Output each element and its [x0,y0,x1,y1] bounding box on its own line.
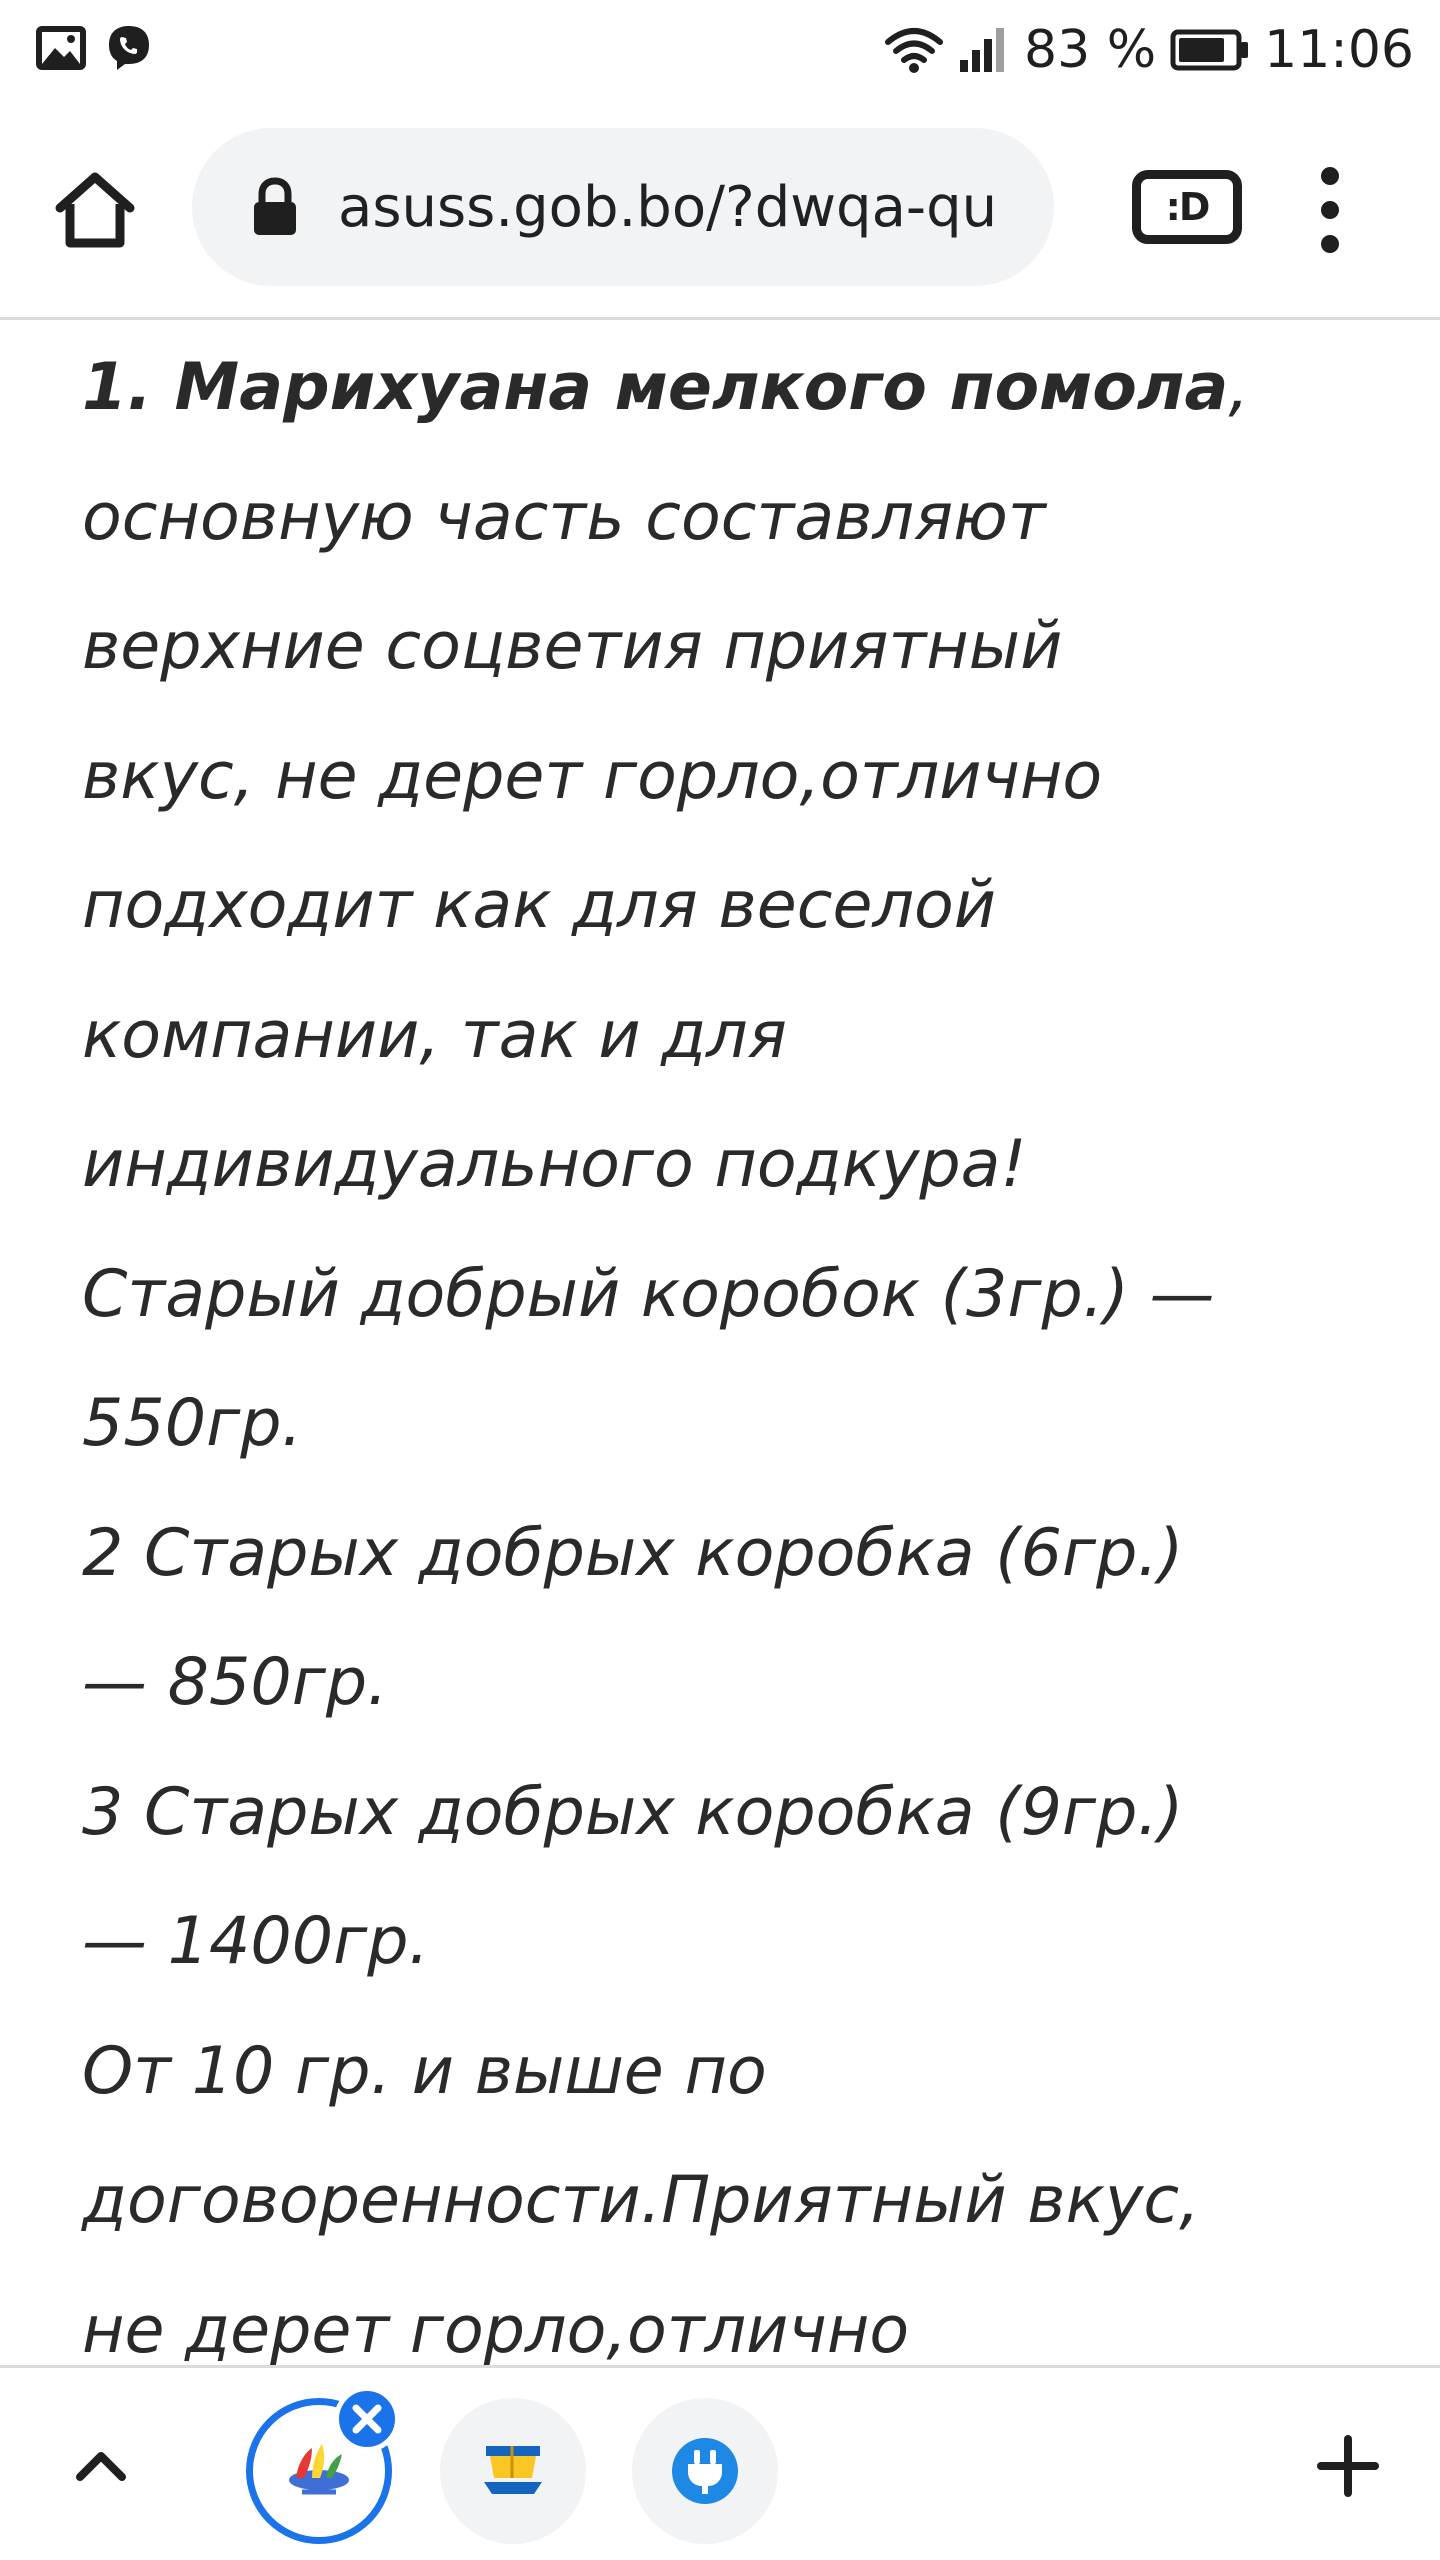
close-tab-button[interactable] [334,2386,400,2452]
url-text: asuss.gob.bo/?dwqa-qu [338,174,998,240]
article-line: договоренности.Приятный вкус, [82,2163,1200,2238]
colorful-logo-favicon [282,2434,356,2508]
more-vert-icon[interactable] [1290,150,1370,270]
viber-notification-icon [106,24,152,76]
article-line: не дерет горло,отлично [82,2292,910,2365]
tab-switcher-button[interactable] [1128,166,1246,248]
status-system [870,18,1414,82]
new-tab-button[interactable] [1300,2418,1396,2514]
article-line: 2 Старых добрых коробка (6гр.) [82,1515,1184,1591]
tab-count-label: :D [1165,185,1209,229]
address-bar[interactable] [192,128,1054,286]
article-line: От 10 гр. и выше по [82,2033,767,2109]
article-line: компании, так и для [82,997,787,1073]
article-line: индивидуального подкура! [82,1127,1027,1202]
article-line: основную часть составляют [82,479,1046,555]
image-notification-icon [36,26,86,74]
article-heading: 1. Марихуана мелкого помола [82,350,1229,425]
status-notifications [36,24,152,76]
tab-strip-bar [0,2365,1440,2560]
battery-percent: 83 % [1024,20,1157,80]
lock-icon[interactable] [250,177,300,237]
battery-icon [1170,29,1250,71]
tab-thumbnail[interactable] [440,2398,586,2544]
close-icon [350,2402,384,2436]
blue-plug-favicon [668,2434,742,2508]
article-text [82,323,1412,2365]
page-content[interactable] [0,323,1440,2365]
article-line: Старый добрый коробок (3гр.) — [82,1256,1215,1332]
yellow-boat-favicon [476,2434,550,2508]
home-icon [52,170,138,250]
article-line: вкус, не дерет горло,отлично [82,738,1103,814]
wifi-icon [884,26,944,74]
cellular-signal-icon [958,26,1010,74]
article-line: 3 Старых добрых коробка (9гр.) [82,1774,1184,1850]
clock: 11:06 [1264,20,1414,80]
article-line: — 1400гр. [82,1904,430,1979]
article-line: верхние соцветия приятный [82,609,1063,684]
status-bar [0,0,1440,100]
article-line: подходит как для веселой [82,868,996,943]
tab-thumbnail[interactable] [632,2398,778,2544]
article-heading-line: 1. Марихуана мелкого помола, [82,350,1250,425]
article-line: — 850гр. [82,1645,388,1720]
plus-icon [1317,2435,1379,2497]
browser-toolbar [0,100,1440,320]
tabs-icon [1132,170,1242,244]
chevron-up-icon [74,2447,128,2483]
expand-tabs-button[interactable] [56,2420,146,2510]
article-line: 550гр. [82,1386,303,1461]
home-button[interactable] [40,155,150,265]
